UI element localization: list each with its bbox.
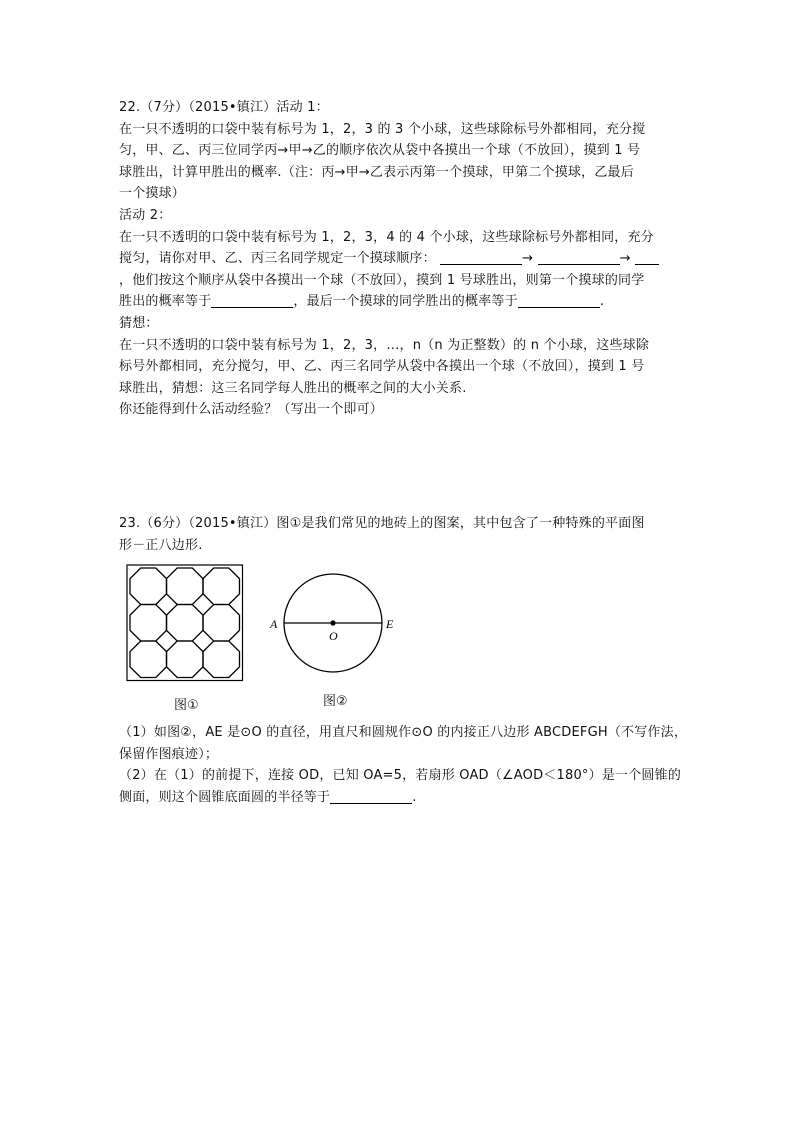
circle-diameter-figure — [268, 566, 408, 684]
point-e-label: E — [386, 617, 394, 631]
q22-guess-line: 在一只不透明的口袋中装有标号为 1，2，3，…，n（n 为正整数）的 n 个小球，这些球除 — [119, 337, 650, 353]
point-o-label: O — [329, 629, 338, 643]
q22-activity1-line: 球胜出，计算甲胜出的概率.（注：丙→甲→乙表示丙第一个摸球，甲第二个摸球，乙最后 — [119, 164, 634, 180]
q23-part1-line: （1）如图②，AE 是⊙O 的直径，用直尺和圆规作⊙O 的内接正八边形 ABCDEFGH（不写作法， — [119, 725, 688, 740]
question-23-parts — [119, 722, 689, 808]
q22-activity2-line: 在一只不透明的口袋中装有标号为 1，2，3，4 的 4 个小球，这些球除标号外都相同，充分 — [119, 229, 654, 245]
q22-guess-title: 猜想： — [119, 315, 159, 331]
q23-part2-line: （2）在（1）的前提下，连接 OD，已知 OA=5，若扇形 OAD（∠AOD＜180°）是一个圆锥的 — [119, 768, 682, 784]
answer-blank-last-prob[interactable] — [518, 292, 600, 308]
arrow-symbol: → — [619, 251, 631, 267]
q23-header-cont: 形－正八边形. — [119, 537, 203, 553]
point-a-label: A — [270, 617, 278, 631]
q22-last-prob-label: ，最后一个摸球的同学胜出的概率等于 — [293, 294, 518, 310]
q22-activity1-line: 一个摸球） — [119, 186, 186, 202]
q23-header: 23.（6分）（2015•镇江）图①是我们常见的地砖上的图案，其中包含了一种特殊的平面图 — [119, 516, 645, 531]
octagon-tile — [130, 641, 167, 678]
octagon-tile — [130, 605, 167, 642]
q22-activity2-title: 活动 2： — [119, 207, 172, 223]
q22-header: 22.（7分）（2015•镇江）活动 1： — [119, 100, 329, 115]
q23-part2-answer-line — [119, 787, 689, 809]
answer-blank-first[interactable] — [440, 249, 522, 265]
q23-radius-prompt: 侧面，则这个圆锥底面圆的半径等于 — [119, 789, 331, 805]
q22-activity1-line: 匀，甲、乙、丙三位同学丙→甲→乙的顺序依次从袋中各摸出一个球（不放回），摸到 1 号 — [119, 143, 641, 159]
q22-activity2-line: ，他们按这个顺序从袋中各摸出一个球（不放回），摸到 1 号球胜出，则第一个摸球的同学 — [119, 272, 645, 288]
answer-blank-first-prob[interactable] — [211, 292, 293, 308]
octagon-tiling-figure — [119, 563, 251, 683]
arrow-symbol: → — [522, 251, 534, 267]
answer-blank-third[interactable] — [635, 249, 659, 265]
figure-2-caption: 图② — [323, 694, 348, 709]
question-23 — [119, 513, 689, 556]
answer-blank-second[interactable] — [538, 249, 620, 265]
octagon-tile — [167, 568, 204, 605]
octagon-tile — [203, 605, 240, 642]
octagon-tile — [167, 641, 204, 678]
q22-guess-line: 球胜出，猜想：这三名同学每人胜出的概率之间的大小关系. — [119, 380, 467, 396]
octagon-tile — [167, 605, 204, 642]
q22-first-prob-label: 胜出的概率等于 — [119, 294, 212, 310]
q23-part1-line: 保留作图痕迹）； — [119, 746, 219, 762]
q22-order-prompt: 搅匀，请你对甲、乙、丙三名同学规定一个摸球顺序： — [119, 251, 436, 267]
octagon-tiles — [127, 565, 243, 681]
center-point — [330, 620, 335, 625]
figure-1-caption: 图① — [174, 698, 199, 713]
octagon-tile — [203, 641, 240, 678]
q22-probability-line — [119, 291, 689, 313]
question-22 — [119, 97, 689, 421]
q22-activity2-order-line — [119, 248, 689, 270]
answer-blank-radius[interactable] — [330, 788, 412, 804]
period: . — [599, 294, 605, 310]
octagon-tile — [203, 568, 240, 605]
tiling-frame — [127, 565, 243, 681]
q22-guess-line: 标号外都相同，充分搅匀，甲、乙、丙三名同学从袋中各摸出一个球（不放回），摸到 1 号 — [119, 359, 645, 375]
q22-activity1-line: 在一只不透明的口袋中装有标号为 1，2，3 的 3 个小球，这些球除标号外都相同，充分搅 — [119, 121, 646, 137]
period: . — [412, 789, 417, 805]
octagon-tile — [130, 568, 167, 605]
q22-experience-line: 你还能得到什么活动经验？（写出一个即可） — [119, 402, 384, 418]
